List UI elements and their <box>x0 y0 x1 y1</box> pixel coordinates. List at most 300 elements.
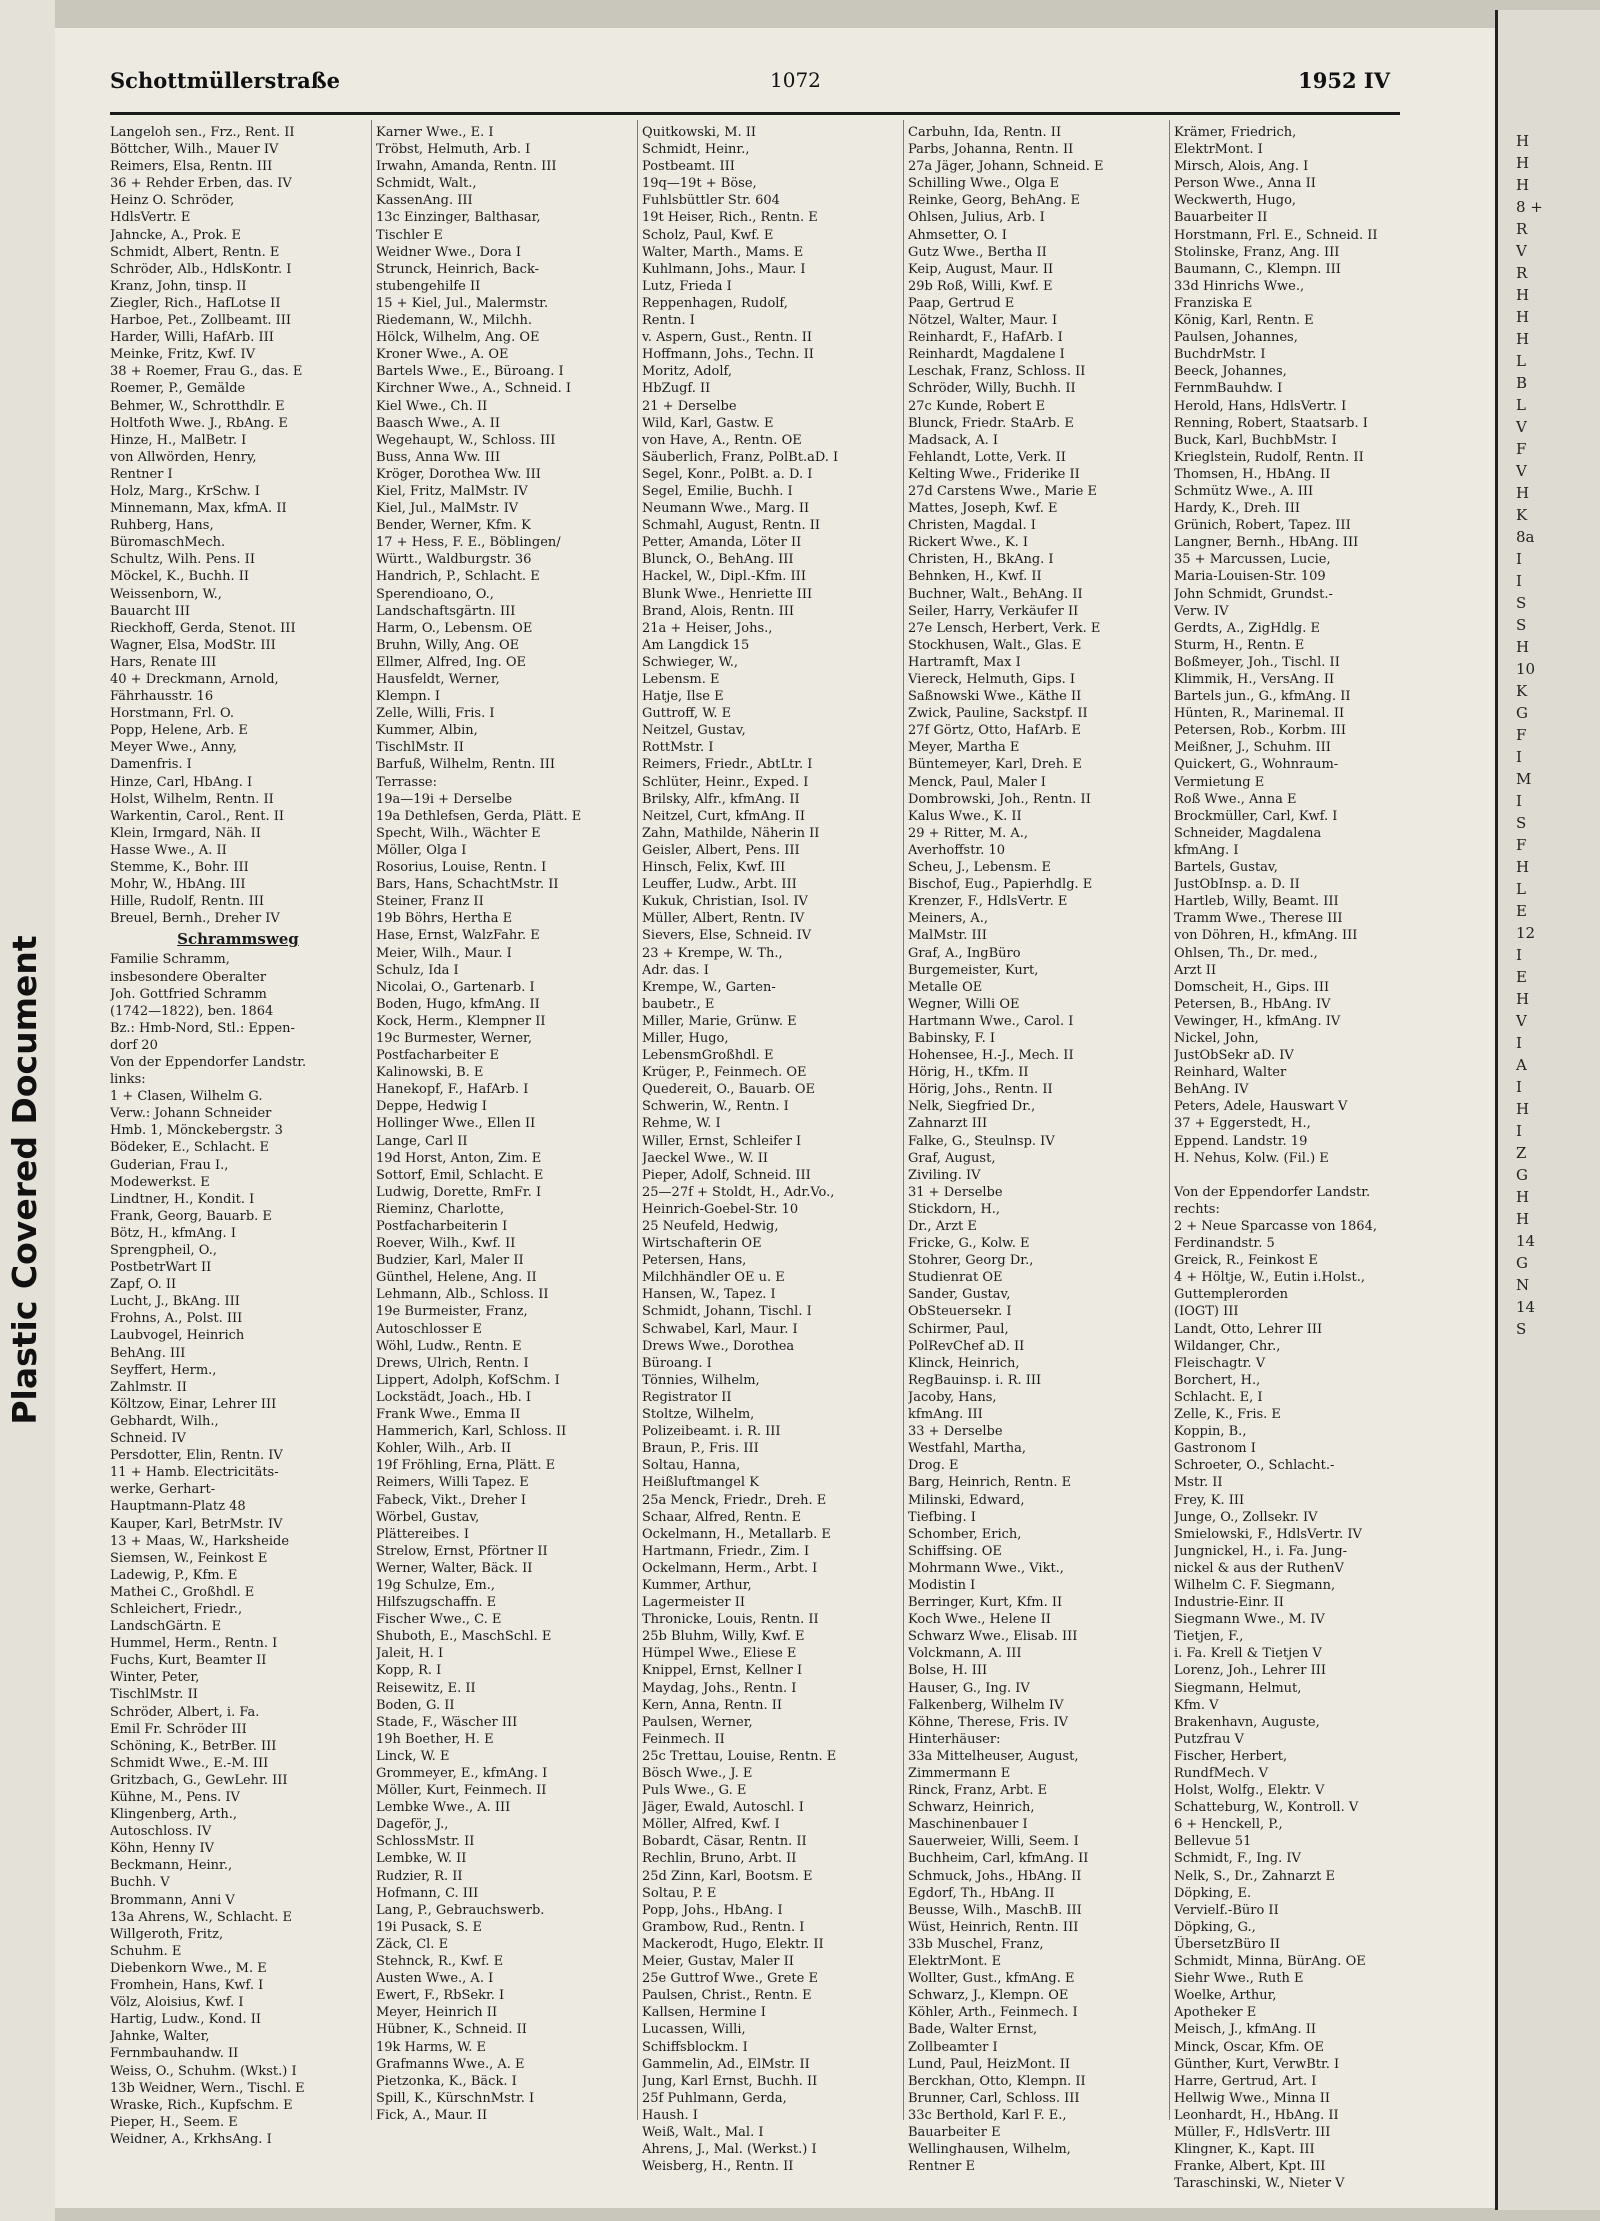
directory-entry: Kiel Wwe., Ch. II <box>376 398 488 414</box>
directory-entry: 11 + Hamb. Electricitäts- <box>110 1465 279 1481</box>
directory-entry: Schröder, Albert, i. Fa. <box>110 1704 260 1720</box>
directory-entry: 19k Harms, W. E <box>376 2039 486 2055</box>
directory-entry: Fuhlsbüttler Str. 604 <box>642 193 780 209</box>
directory-entry: Sauerweier, Willi, Seem. I <box>908 1834 1079 1850</box>
directory-entry: Hausfeldt, Werner, <box>376 672 500 687</box>
directory-entry: Pieper, Adolf, Schneid. III <box>642 1167 811 1183</box>
directory-entry: Klingner, K., Kapt. III <box>1174 2142 1315 2158</box>
page-header <box>110 68 1400 108</box>
directory-entry: Hilfszugschaffn. E <box>376 1595 497 1611</box>
directory-entry: Verw. IV <box>1174 603 1229 619</box>
directory-entry: BehAng. IV <box>1174 1082 1249 1098</box>
directory-entry: Mohrmann Wwe., Vikt., <box>908 1560 1064 1576</box>
directory-entry: Köhler, Arth., Feinmech. I <box>908 2005 1078 2021</box>
directory-entry: 19i Pusack, S. E <box>376 1919 482 1935</box>
directory-entry: links: <box>110 1072 146 1088</box>
directory-entry: Neumann Wwe., Marg. II <box>642 501 810 517</box>
directory-entry: Scheu, J., Lebensm. E <box>908 860 1051 876</box>
directory-entry: von Have, A., Rentn. OE <box>642 432 802 448</box>
directory-entry: nickel & aus der RuthenV <box>1174 1560 1344 1576</box>
directory-entry: Schmidt, Minna, BürAng. OE <box>1174 1954 1366 1970</box>
directory-entry: Petersen, B., HbAng. IV <box>1174 996 1331 1012</box>
directory-entry: Paap, Gertrud E <box>908 295 1015 311</box>
directory-entry: Quitkowski, M. II <box>642 125 757 140</box>
directory-entry: Berringer, Kurt, Kfm. II <box>908 1595 1063 1611</box>
directory-entry: Paulsen, Christ., Rentn. E <box>642 1988 812 2004</box>
directory-entry: Rinck, Franz, Arbt. E <box>908 1783 1048 1799</box>
margin-fragment: H <box>1516 1100 1530 1118</box>
margin-fragment: H <box>1516 1210 1530 1228</box>
directory-entry: Stoltze, Wilhelm, <box>642 1407 755 1423</box>
directory-entry: Laubvogel, Heinrich <box>110 1328 245 1344</box>
directory-entry: Dageför, J., <box>376 1817 449 1833</box>
directory-entry: Lund, Paul, HeizMont. II <box>908 2056 1070 2072</box>
directory-entry: Ellmer, Alfred, Ing. OE <box>376 654 526 670</box>
directory-entry: Hünten, R., Marinemal. II <box>1174 706 1345 722</box>
directory-entry: H. Nehus, Kolw. (Fil.) E <box>1174 1150 1329 1166</box>
directory-entry: Metalle OE <box>908 979 983 995</box>
directory-entry: Schaar, Alfred, Rentn. E <box>642 1509 802 1525</box>
directory-entry: Zelle, Willi, Fris. I <box>376 706 495 722</box>
directory-entry: von Döhren, H., kfmAng. III <box>1174 928 1358 944</box>
directory-entry: Kranz, John, tinsp. II <box>110 278 247 294</box>
directory-entry: Westfahl, Martha, <box>908 1441 1027 1457</box>
directory-entry <box>1174 1167 1430 1184</box>
directory-entry: Zahlmstr. II <box>110 1379 187 1395</box>
directory-entry: Von der Eppendorfer Landstr. <box>1174 1184 1371 1200</box>
directory-entry: Drog. E <box>908 1458 959 1474</box>
directory-entry: Reisewitz, E. II <box>376 1680 476 1696</box>
directory-entry: Junge, O., Zollsekr. IV <box>1174 1509 1318 1525</box>
directory-entry: Weiß, Walt., Mal. I <box>642 2124 764 2140</box>
directory-entry: Krieglstein, Rudolf, Rentn. II <box>1174 449 1364 465</box>
directory-entry: Hummel, Herm., Rentn. I <box>110 1636 278 1652</box>
directory-entry: ÜbersetzBüro II <box>1174 1936 1280 1952</box>
directory-entry: Hammerich, Karl, Schloss. II <box>376 1424 567 1440</box>
directory-entry: Schmidt Wwe., E.-M. III <box>110 1755 269 1771</box>
directory-entry: Schuhm. E <box>110 1943 182 1959</box>
directory-entry: 17 + Hess, F. E., Böblingen/ <box>376 535 561 551</box>
directory-entry: Lehmann, Alb., Schloss. II <box>376 1287 549 1303</box>
year-heading: 1952 IV <box>1298 68 1390 93</box>
directory-entry: Schmidt, Walt., <box>376 176 477 192</box>
directory-entry: Zäck, Cl. E <box>376 1936 449 1952</box>
directory-entry: BuchdrMstr. I <box>1174 347 1266 363</box>
directory-entry: Kallsen, Hermine I <box>642 2005 766 2021</box>
directory-entry: 27a Jäger, Johann, Schneid. E <box>908 159 1104 175</box>
directory-entry: Schmidt, Johann, Tischl. I <box>642 1304 812 1320</box>
page-number: 1072 <box>770 68 821 92</box>
directory-entry: Postbeamt. III <box>642 159 735 175</box>
directory-entry: Strunck, Heinrich, Back- <box>376 261 539 277</box>
directory-entry: Fricke, G., Kolw. E <box>908 1236 1030 1252</box>
directory-entry: Kirchner Wwe., A., Schneid. I <box>376 381 572 397</box>
directory-entry: Horstmann, Frl. E., Schneid. II <box>1174 227 1378 243</box>
directory-entry: insbesondere Oberalter <box>110 969 267 985</box>
directory-entry: Ludwig, Dorette, RmFr. I <box>376 1184 542 1200</box>
directory-entry: 13b Weidner, Wern., Tischl. E <box>110 2080 305 2096</box>
directory-entry: Klimmik, H., VersAng. II <box>1174 672 1335 687</box>
directory-entry: Keip, August, Maur. II <box>908 261 1054 277</box>
directory-entry: Krämer, Friedrich, <box>1174 125 1297 140</box>
directory-entry: Pieper, H., Seem. E <box>110 2114 238 2130</box>
next-page-edge <box>1495 10 1600 2210</box>
directory-entry: Behnken, H., Kwf. II <box>908 569 1042 585</box>
margin-fragment: L <box>1516 352 1526 370</box>
directory-entry: Willgeroth, Fritz, <box>110 1926 224 1942</box>
directory-entry: Petter, Amanda, Löter II <box>642 535 802 551</box>
margin-fragment: H <box>1516 638 1530 656</box>
directory-entry: Parbs, Johanna, Rentn. II <box>908 142 1074 158</box>
directory-entry: Herold, Hans, HdlsVertr. I <box>1174 398 1347 414</box>
directory-entry: BüromaschMech. <box>110 535 226 551</box>
directory-entry: Popp, Helene, Arb. E <box>110 723 248 739</box>
directory-entry: Meier, Gustav, Maler II <box>642 1954 794 1970</box>
directory-entry: Budzier, Karl, Maler II <box>376 1253 524 1269</box>
directory-entry: Buchheim, Carl, kfmAng. II <box>908 1851 1089 1867</box>
column-5 <box>1174 124 1430 2192</box>
directory-entry: Fabeck, Vikt., Dreher I <box>376 1492 527 1508</box>
margin-fragment: I <box>1516 792 1522 810</box>
directory-entry: Schatteburg, W., Kontroll. V <box>1174 1800 1359 1816</box>
directory-entry: Brommann, Anni V <box>110 1892 235 1908</box>
directory-entry: LebensmGroßhdl. E <box>642 1048 774 1064</box>
directory-entry: 19h Boether, H. E <box>376 1731 494 1747</box>
margin-fragment: H <box>1516 1188 1530 1206</box>
directory-entry: Ohlsen, Julius, Arb. I <box>908 210 1045 226</box>
directory-entry: Rieckhoff, Gerda, Stenot. III <box>110 620 296 636</box>
directory-entry: Fischer, Herbert, <box>1174 1748 1288 1764</box>
margin-fragment: H <box>1516 858 1530 876</box>
directory-entry: Paulsen, Werner, <box>642 1714 753 1730</box>
margin-fragment: I <box>1516 1078 1522 1096</box>
margin-fragment: 10 <box>1516 660 1536 678</box>
directory-entry: Fernmbauhandw. II <box>110 2046 239 2062</box>
directory-entry: Bartels jun., G., kfmAng. II <box>1174 689 1351 705</box>
directory-entry: 19g Schulze, Em., <box>376 1577 495 1593</box>
directory-entry: Moritz, Adolf, <box>642 364 733 380</box>
directory-entry: Jäger, Ewald, Autoschl. I <box>642 1800 804 1816</box>
directory-entry: Von der Eppendorfer Landstr. <box>110 1054 307 1070</box>
directory-entry: Lockstädt, Joach., Hb. I <box>376 1389 531 1405</box>
directory-entry: Fick, A., Maur. II <box>376 2107 488 2123</box>
directory-entry: Nicolai, O., Gartenarb. I <box>376 979 535 995</box>
directory-entry: Lutz, Frieda I <box>642 278 732 294</box>
directory-entry: Gebhardt, Wilh., <box>110 1413 219 1429</box>
directory-entry: Modewerkst. E <box>110 1174 210 1190</box>
directory-entry: Lucassen, Willi, <box>642 2022 746 2038</box>
directory-entry: Sturm, H., Rentn. E <box>1174 637 1305 653</box>
directory-entry: Tröbst, Helmuth, Arb. I <box>376 142 531 158</box>
directory-entry: Rieminz, Charlotte, <box>376 1201 505 1217</box>
directory-entry: Lagermeister II <box>642 1595 745 1611</box>
directory-entry: Neitzel, Curt, kfmAng. II <box>642 808 806 824</box>
directory-entry: dorf 20 <box>110 1037 158 1053</box>
directory-entry: Ferdinandstr. 5 <box>1174 1236 1275 1252</box>
directory-entry: Grommeyer, E., kfmAng. I <box>376 1766 548 1781</box>
margin-fragment: S <box>1516 1320 1527 1338</box>
directory-entry: Beeck, Johannes, <box>1174 364 1287 380</box>
directory-entry: Kalinowski, B. E <box>376 1065 484 1081</box>
directory-entry: 35 + Marcussen, Lucie, <box>1174 552 1331 568</box>
directory-entry: Christen, Magdal. I <box>908 518 1036 534</box>
directory-entry: Riedemann, W., Milchh. <box>376 313 533 329</box>
directory-entry: MalMstr. III <box>908 928 987 944</box>
directory-entry: Jahncke, A., Prok. E <box>110 227 242 243</box>
directory-entry: Barfuß, Wilhelm, Rentn. III <box>376 757 556 773</box>
directory-entry: Harm, O., Lebensm. OE <box>376 620 533 636</box>
directory-entry: 25b Bluhm, Willy, Kwf. E <box>642 1629 805 1645</box>
directory-entry: Hatje, Ilse E <box>642 689 724 705</box>
directory-entry: Költzow, Einar, Lehrer III <box>110 1396 277 1412</box>
directory-entry: Böttcher, Wilh., Mauer IV <box>110 142 279 158</box>
directory-entry: 1 + Clasen, Wilhelm G. <box>110 1089 263 1105</box>
directory-entry: Brand, Alois, Rentn. III <box>642 603 795 619</box>
directory-entry: Ockelmann, Herm., Arbt. I <box>642 1560 818 1576</box>
margin-fragment: R <box>1516 220 1528 238</box>
directory-entry: Klinck, Heinrich, <box>908 1355 1020 1371</box>
margin-fragment: E <box>1516 902 1527 920</box>
directory-entry: 2 + Neue Sparcasse von 1864, <box>1174 1219 1377 1234</box>
directory-entry: Köhne, Therese, Fris. IV <box>908 1714 1069 1730</box>
directory-entry: Reinke, Georg, BehAng. E <box>908 193 1081 209</box>
directory-entry: Schirmer, Paul, <box>908 1321 1009 1337</box>
header-rule <box>110 112 1400 115</box>
directory-entry: Kummer, Arthur, <box>642 1577 752 1593</box>
directory-entry: werke, Gerhart- <box>110 1482 216 1498</box>
directory-entry: Reinhard, Walter <box>1174 1065 1287 1081</box>
directory-entry: Meier, Wilh., Maur. I <box>376 945 512 961</box>
directory-entry: Nelk, S., Dr., Zahnarzt E <box>1174 1868 1336 1884</box>
directory-entry: Thronicke, Louis, Rentn. II <box>642 1612 819 1628</box>
directory-entry: Zimmermann E <box>908 1766 1011 1781</box>
directory-entry: Schlüter, Heinr., Exped. I <box>642 774 809 790</box>
directory-entry: Stemme, K., Bohr. III <box>110 860 249 876</box>
directory-entry: Holz, Marg., KrSchw. I <box>110 483 260 499</box>
directory-entry: Hansen, W., Tapez. I <box>642 1287 776 1303</box>
directory-entry: Lebensm. E <box>642 672 720 687</box>
directory-entry: ElektrMont. I <box>1174 142 1263 158</box>
side-strip <box>0 0 55 2221</box>
directory-entry: 15 + Kiel, Jul., Malermstr. <box>376 295 549 311</box>
directory-entry: Willer, Ernst, Schleifer I <box>642 1133 802 1149</box>
directory-entry: Schneider, Magdalena <box>1174 825 1322 841</box>
directory-entry: Saßnowski Wwe., Käthe II <box>908 689 1082 705</box>
directory-entry: Horstmann, Frl. O. <box>110 706 235 722</box>
directory-entry: Mstr. II <box>1174 1475 1223 1491</box>
directory-entry: Kiel, Fritz, MalMstr. IV <box>376 483 528 499</box>
directory-entry: Zahn, Mathilde, Näherin II <box>642 825 820 841</box>
directory-entry: Sander, Gustav, <box>908 1287 1011 1303</box>
directory-entry: Franke, Albert, Kpt. III <box>1174 2159 1326 2175</box>
directory-entry: Hartmann, Friedr., Zim. I <box>642 1543 810 1559</box>
directory-entry: kfmAng. I <box>1174 842 1239 858</box>
directory-entry: Wegner, Willi OE <box>908 996 1020 1012</box>
margin-fragment: I <box>1516 550 1522 568</box>
directory-entry: Meißner, J., Schuhm. III <box>1174 740 1331 756</box>
directory-entry: Rickert Wwe., K. I <box>908 535 1029 551</box>
directory-entry: Blunck, O., BehAng. III <box>642 552 794 568</box>
margin-fragment: R <box>1516 264 1528 282</box>
directory-entry: FernmBauhdw. I <box>1174 381 1283 397</box>
directory-entry: PostbetrWart II <box>110 1260 212 1276</box>
directory-entry: Jung, Karl Ernst, Buchh. II <box>642 2073 818 2089</box>
directory-entry: Jahnke, Walter, <box>110 2029 210 2045</box>
directory-entry: Barg, Heinrich, Rentn. E <box>908 1475 1072 1491</box>
margin-fragment: N <box>1516 1276 1530 1294</box>
directory-entry: Adr. das. I <box>642 962 709 978</box>
directory-entry: Wild, Karl, Gastw. E <box>642 415 774 431</box>
directory-entry: Hörig, Johs., Rentn. II <box>908 1082 1053 1098</box>
directory-entry: Person Wwe., Anna II <box>1174 176 1316 192</box>
directory-entry: Lucht, J., BkAng. III <box>110 1294 240 1310</box>
directory-entry: LandschGärtn. E <box>110 1619 222 1635</box>
directory-entry: 19t Heiser, Rich., Rentn. E <box>642 210 818 226</box>
directory-entry: Smielowski, F., HdlsVertr. IV <box>1174 1526 1362 1542</box>
directory-entry: Siegmann Wwe., M. IV <box>1174 1612 1325 1628</box>
directory-entry: Polizeibeamt. i. R. III <box>642 1424 781 1440</box>
directory-entry: Landt, Otto, Lehrer III <box>1174 1321 1323 1337</box>
directory-entry: (IOGT) III <box>1174 1304 1239 1320</box>
street-section-heading: Schrammsweg <box>177 930 299 949</box>
directory-entry: Egdorf, Th., HbAng. II <box>908 1885 1055 1901</box>
directory-entry: Koch Wwe., Helene II <box>908 1612 1051 1628</box>
directory-entry: Petersen, Rob., Korbm. III <box>1174 723 1347 739</box>
directory-entry: Hauptmann-Platz 48 <box>110 1499 246 1515</box>
directory-entry: John Schmidt, Grundst.- <box>1174 586 1333 602</box>
directory-entry: Döpking, G., <box>1174 1919 1256 1935</box>
margin-fragment: 14 <box>1516 1232 1536 1250</box>
directory-entry: PolRevChef aD. II <box>908 1338 1025 1354</box>
directory-entry: Terrasse: <box>376 774 437 790</box>
directory-entry: Boßmeyer, Joh., Tischl. II <box>1174 654 1340 670</box>
directory-entry: Joh. Gottfried Schramm <box>110 986 267 1002</box>
directory-entry: Wöhl, Ludw., Rentn. E <box>376 1338 522 1354</box>
directory-entry: Jacoby, Hans, <box>908 1389 997 1405</box>
directory-entry: Stickdorn, H., <box>908 1201 1001 1217</box>
directory-entry: Haush. I <box>642 2107 698 2123</box>
directory-entry: Hmb. 1, Mönckebergstr. 3 <box>110 1123 283 1139</box>
directory-entry: Sperendioano, O., <box>376 586 494 602</box>
directory-entry: 19c Burmester, Werner, <box>376 1030 532 1046</box>
directory-entry: Nötzel, Walter, Maur. I <box>908 313 1058 329</box>
directory-entry: Seyffert, Herm., <box>110 1362 217 1378</box>
column-divider <box>371 120 372 2120</box>
directory-entry: Soltau, Hanna, <box>642 1458 741 1474</box>
directory-entry: Brunner, Carl, Schloss. III <box>908 2090 1080 2106</box>
directory-entry: Emil Fr. Schröder III <box>110 1721 247 1737</box>
directory-entry: Tönnies, Wilhelm, <box>642 1372 760 1388</box>
directory-entry: Buss, Anna Ww. III <box>376 449 501 465</box>
directory-entry: HbZugf. II <box>642 381 711 397</box>
directory-entry: Arzt II <box>1174 962 1217 978</box>
directory-entry: Hauser, G., Ing. IV <box>908 1680 1030 1696</box>
margin-fragment: V <box>1516 1012 1527 1030</box>
directory-entry: Registrator II <box>642 1389 732 1405</box>
directory-entry: 29b Roß, Willi, Kwf. E <box>908 278 1053 294</box>
directory-entry: Blunk Wwe., Henriette III <box>642 586 813 602</box>
directory-entry: Bauarbeiter E <box>908 2124 1001 2140</box>
directory-entry: Milchhändler OE u. E <box>642 1270 785 1286</box>
directory-entry: kfmAng. III <box>908 1407 983 1423</box>
directory-entry: Holtfoth Wwe. J., RbAng. E <box>110 415 288 431</box>
directory-entry: Zelle, K., Fris. E <box>1174 1407 1281 1423</box>
directory-entry: Bauarbeiter II <box>1174 210 1268 226</box>
directory-entry: Walter, Marth., Mams. E <box>642 244 804 260</box>
directory-entry: 27e Lensch, Herbert, Verk. E <box>908 620 1101 636</box>
directory-entry: Reinhardt, F., HafArb. I <box>908 330 1063 346</box>
directory-entry: 13 + Maas, W., Harksheide <box>110 1533 290 1549</box>
directory-entry: Heinz O. Schröder, <box>110 193 235 209</box>
directory-entry: Langner, Bernh., HbAng. III <box>1174 535 1359 551</box>
directory-entry: Mattes, Joseph, Kwf. E <box>908 501 1058 517</box>
directory-entry: Minnemann, Max, kfmA. II <box>110 501 287 517</box>
directory-entry: Drews Wwe., Dorothea <box>642 1338 795 1354</box>
directory-entry: Werner, Walter, Bäck. II <box>376 1560 533 1576</box>
directory-entry: ElektrMont. E <box>908 1954 1002 1970</box>
directory-entry: Hellwig Wwe., Minna II <box>1174 2090 1331 2106</box>
directory-entry: Möckel, K., Buchh. II <box>110 569 250 585</box>
directory-entry: Klempn. I <box>376 689 440 705</box>
directory-entry: BehAng. III <box>110 1345 186 1361</box>
directory-entry: 37 + Eggerstedt, H., <box>1174 1116 1311 1132</box>
directory-entry: Guttroff, W. E <box>642 706 732 722</box>
directory-entry: Müller, F., HdlsVertr. III <box>1174 2124 1331 2140</box>
margin-fragment: I <box>1516 1122 1522 1140</box>
directory-entry: Möller, Alfred, Kwf. I <box>642 1817 780 1833</box>
directory-entry: Minck, Oscar, Kfm. OE <box>1174 2039 1324 2055</box>
directory-entry: Hille, Rudolf, Rentn. III <box>110 894 264 910</box>
directory-entry: Landschaftsgärtn. III <box>376 603 516 619</box>
directory-entry: Jaleit, H. I <box>376 1646 444 1662</box>
directory-entry: Geisler, Albert, Pens. III <box>642 842 800 858</box>
directory-entry: Braun, P., Fris. III <box>642 1441 759 1457</box>
directory-entry: Postfacharbeiter E <box>376 1048 500 1064</box>
directory-entry: baubetr., E <box>642 996 715 1012</box>
margin-fragment: S <box>1516 814 1527 832</box>
directory-entry: Wellinghausen, Wilhelm, <box>908 2142 1071 2158</box>
directory-entry: Reinhardt, Magdalene I <box>908 347 1065 363</box>
directory-entry: Wüst, Heinrich, Rentn. III <box>908 1919 1079 1935</box>
directory-entry: Kühne, M., Pens. IV <box>110 1790 240 1805</box>
directory-entry: Heißluftmangel K <box>642 1475 759 1491</box>
directory-entry: Bruhn, Willy, Ang. OE <box>376 637 520 653</box>
directory-entry: Grambow, Rud., Rentn. I <box>642 1919 805 1935</box>
margin-fragment: I <box>1516 748 1522 766</box>
directory-entry: Bz.: Hmb-Nord, Stl.: Eppen- <box>110 1020 295 1036</box>
directory-entry: Puls Wwe., G. E <box>642 1783 747 1799</box>
directory-entry: König, Karl, Rentn. E <box>1174 313 1314 329</box>
directory-entry: Roemer, P., Gemälde <box>110 381 246 397</box>
column-1 <box>110 124 366 2148</box>
directory-entry: Maydag, Johs., Rentn. I <box>642 1680 797 1696</box>
directory-entry: Franziska E <box>1174 295 1253 311</box>
directory-entry: Kelting Wwe., Friderike II <box>908 466 1080 482</box>
directory-entry: Koppin, B., <box>1174 1424 1247 1440</box>
margin-fragment: L <box>1516 880 1526 898</box>
directory-entry: Autoschlosser E <box>376 1321 482 1337</box>
directory-entry: 19q—19t + Böse, <box>642 176 757 192</box>
margin-fragment: H <box>1516 330 1530 348</box>
margin-fragment: Z <box>1516 1144 1527 1162</box>
directory-entry: Fromhein, Hans, Kwf. I <box>110 1978 264 1994</box>
column-2 <box>376 124 632 2124</box>
column-3 <box>642 124 898 2175</box>
street-heading: Schottmüllerstraße <box>110 68 341 93</box>
next-page-margin-text <box>1516 130 1596 1340</box>
directory-entry: 6 + Henckell, P., <box>1174 1817 1283 1833</box>
directory-entry: 27c Kunde, Robert E <box>908 398 1046 414</box>
